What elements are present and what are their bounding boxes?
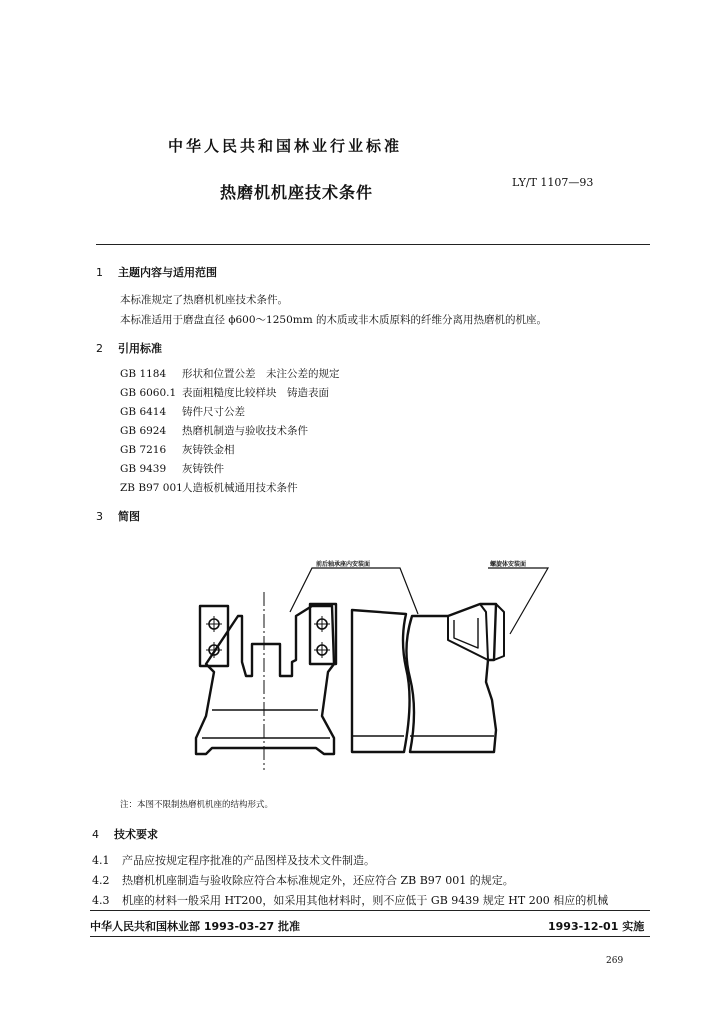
requirement-text: 热磨机机座制造与验收除应符合本标准规定外，还应符合 ZB B97 001 的规定。	[122, 874, 514, 887]
requirement-text: 产品应按规定程序批准的产品图样及技术文件制造。	[122, 854, 375, 867]
requirement-item	[92, 852, 375, 868]
reference-title: 灰铸铁件	[182, 463, 224, 475]
issued-statement: 中华人民共和国林业部 1993-03-27 批准	[90, 920, 301, 933]
page-number: 269	[606, 956, 624, 966]
section-number: 3	[96, 510, 103, 523]
section-title: 引用标准	[118, 342, 162, 355]
footer-rule-bottom	[90, 936, 650, 937]
document-code: LY/T 1107—93	[512, 176, 594, 189]
side-view-left-block	[352, 610, 410, 752]
reference-title: 表面粗糙度比较样块 铸造表面	[182, 387, 329, 399]
requirement-item	[92, 892, 608, 908]
effective-date: 1993-12-01 实施	[548, 920, 645, 933]
section-title: 主题内容与适用范围	[118, 266, 217, 279]
reference-code: GB 6924	[120, 425, 167, 437]
requirement-number: 4.2	[92, 874, 110, 887]
section-1-paragraph-2: 本标准适用于磨盘直径 ϕ600～1250mm 的木质或非木质原料的纤维分离用热磨机的机座。	[120, 314, 548, 326]
section-title: 简图	[118, 510, 140, 523]
section-number: 2	[96, 342, 103, 355]
callout-bearing-mount: 前后轴承座内安装面	[316, 561, 371, 568]
requirement-text: 机座的材料一般采用 HT200，如采用其他材料时，则不应低于 GB 9439 规定 HT 200 相应的机械	[122, 894, 609, 907]
reference-title: 热磨机制造与验收技术条件	[182, 425, 308, 437]
callout-screw-mount: 螺旋体安装面	[490, 561, 527, 568]
section-number: 4	[92, 828, 99, 841]
reference-code: GB 1184	[120, 368, 167, 380]
figure-note: 注：本图不限制热磨机机座的结构形式。	[120, 800, 274, 810]
right-callout-leader	[488, 568, 548, 634]
requirement-number: 4.1	[92, 854, 110, 867]
section-number: 1	[96, 266, 103, 279]
reference-code: GB 6414	[120, 406, 167, 418]
reference-title: 形状和位置公差 未注公差的规定	[182, 368, 340, 380]
document-title: 热磨机机座技术条件	[220, 183, 374, 202]
reference-code: GB 9439	[120, 463, 167, 475]
section-1-paragraph-1: 本标准规定了热磨机机座技术条件。	[120, 294, 288, 306]
section-title: 技术要求	[114, 828, 158, 841]
reference-title: 人造板机械通用技术条件	[182, 482, 298, 494]
side-view-right-block	[406, 604, 496, 752]
requirement-item	[92, 872, 514, 888]
reference-title: 铸件尺寸公差	[182, 406, 245, 418]
org-title: 中华人民共和国林业行业标准	[168, 137, 403, 155]
reference-code: GB 7216	[120, 444, 167, 456]
requirement-number: 4.3	[92, 894, 110, 907]
reference-title: 灰铸铁金相	[182, 444, 235, 456]
section-4-heading	[92, 826, 158, 842]
reference-code: GB 6060.1	[120, 387, 177, 399]
footer-rule	[90, 910, 650, 911]
reference-code: ZB B97 001	[120, 482, 183, 494]
